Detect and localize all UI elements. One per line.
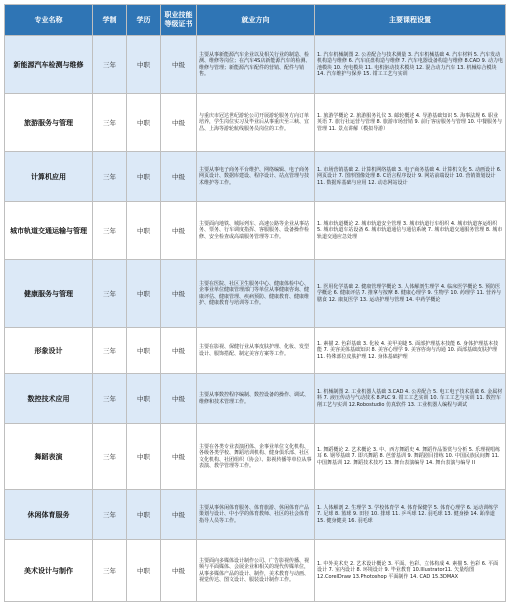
header-courses: 主要课程设置 — [315, 5, 506, 36]
program-level: 中级 — [161, 328, 197, 374]
program-education: 中职 — [127, 328, 161, 374]
program-name: 新能源汽车检测与维修 — [5, 36, 93, 94]
table-row — [5, 328, 506, 374]
program-education: 中职 — [127, 94, 161, 152]
program-courses: 1. 中外美术史 2. 艺术设计概论 3. 平面、色彩、立体构成 4. 素描 5. 色彩 6. 平面设计 7. 室内设计 8. 环境设计 9. 毕业教育 10.Illustrator11. 矢量绘图 12.CorelDraw 13.Photoshop 平面制作 14. CAD 15.3DMAX — [315, 540, 506, 602]
program-table — [4, 4, 506, 602]
program-duration: 三年 — [93, 152, 127, 202]
table-row — [5, 424, 506, 490]
table-row — [5, 260, 506, 328]
program-direction: 主要面向多媒体设计制作公司、广告影视传播、视频与平面媒体、会展企业和相关的现代传媒单位，从事多媒体产品的设计、制作，美术教育与动画、视觉传达、图文设计、服装设计制作工作。 — [197, 540, 315, 602]
program-education: 中职 — [127, 490, 161, 540]
program-courses: 1. 医用化学基础 2. 健康管理学概论 3. 人体解剖生理学 4. 临床医学概论 5. 预防医学概论 6. 健康评估 7. 推拿与按摩 8. 健康心理学 9. 生物学 10. 药理学 11. 营养与膳食 12. 康复医学 13. 运动护理与管理 14. 中药学概论 — [315, 260, 506, 328]
page — [4, 4, 505, 599]
table-row — [5, 202, 506, 260]
table-row — [5, 36, 506, 94]
program-education: 中职 — [127, 540, 161, 602]
program-direction: 主要在影视、保健行业从事皮肤护理、化妆、发型设计、服饰搭配、制定美容方案等工作。 — [197, 328, 315, 374]
program-level: 中级 — [161, 490, 197, 540]
program-education: 中职 — [127, 152, 161, 202]
program-courses: 1. 素描 2. 色彩基础 3. 化妆 4. 美甲美睫 5. 面部护理基本技能 6. 身体护理基本技能 7. 美容美体基础知识 8. 美容心理学 9. 美容咨询与沟通 10. 面部基础皮肤护理 11. 特殊部位皮肤护理 12. 身体基础护理 — [315, 328, 506, 374]
program-direction: 主要从事数控程序编制、数控设备的操作、调试、维修和技术管理工作。 — [197, 374, 315, 424]
program-education: 中职 — [127, 424, 161, 490]
header-name: 专业名称 — [5, 5, 93, 36]
program-duration: 三年 — [93, 374, 127, 424]
table-row — [5, 540, 506, 602]
program-courses: 1. 市场营销基础 2. 计算机网络基础 3. 电子商务基础 4. 计算机文化 5. 动画设计 6. 网页设计 7. 图形图像处理 8. C语言程序设计 9. 网站前端设计 10. 营销策划设计 11. 数据库基础与应用 12. 动态网站设计 — [315, 152, 506, 202]
program-courses: 1. 人体解剖 2. 生理学 3. 学校体育学 4. 体育保健学 5. 体育心理学 6. 运动训练学 7. 足球 8. 篮球 9. 田径 10. 排球 11. 乒乓球 12. 羽毛球 13. 健身操 14. 跆拳道 15. 健身健美 16. 羽毛球 — [315, 490, 506, 540]
program-courses: 1. 旅游学概论 2. 旅游服务礼仪 3. 邮轮概述 4. 导游基础知识 5. 海事法规 6. 职业英语 7. 旅行社运营与管理 8. 旅游市场营销 9. 前厅客房服务与管理 10. 中餐服务与管理 11. 景点讲解（模拟导游） — [315, 94, 506, 152]
program-name: 舞蹈表演 — [5, 424, 93, 490]
program-name: 健康服务与管理 — [5, 260, 93, 328]
program-direction: 主要在各类专业表演团体、企事业单位文化机构、各级各类学校、舞蹈培训机构、健身俱乐部、社区文化机构、社团组织（协会）、影视传播等单位从事表演、教学管理等工作。 — [197, 424, 315, 490]
program-duration: 三年 — [93, 202, 127, 260]
program-level: 中级 — [161, 152, 197, 202]
table-row — [5, 374, 506, 424]
program-name: 形象设计 — [5, 328, 93, 374]
program-level: 中级 — [161, 94, 197, 152]
program-courses: 1. 机械制图 2. 工业机器人基础 3.CAD 4. 公差配合 5. 电工电子技术基础 6. 金属材料 7. 液压传动与气动技术 8.PLC 9. 钳工工艺实训 10. 车工工艺与实训 11. 数控车削工艺与实训 12.Robostudio 仿真软件 13. 工业机器人编程与调试 — [315, 374, 506, 424]
program-direction: 与重庆市冠达世纪游轮公司开展游轮服务方向订单培养，学生岗位实习及毕业后从事重庆至三峡、宜昌、上海等游轮航线服务员岗位的工作。 — [197, 94, 315, 152]
program-direction: 主要面向地铁、城际列车、高速公路等企业从事站务、票务、行车调度指挥、客服服务、设备操作检修、安全检查或高端服务管理等工作。 — [197, 202, 315, 260]
header-education: 学历 — [127, 5, 161, 36]
program-duration: 三年 — [93, 328, 127, 374]
program-name: 休闲体育服务 — [5, 490, 93, 540]
program-name: 美术设计与制作 — [5, 540, 93, 602]
program-level: 中级 — [161, 202, 197, 260]
program-name: 旅游服务与管理 — [5, 94, 93, 152]
program-courses: 1. 汽车机械制图 2. 公差配合与技术测量 3. 汽车机械基础 4. 汽车材料 5. 汽车发动机构造与维修 6. 汽车底盘构造与维修 7. 汽车电器设备构造与维修 8.CAD 9. 动力电池模块 10. 充电模块 11. 电机驱动技术模块 12. 混合动力汽车 13. 机械综合模块 14. 汽车维护与保养 15. 钳工工艺与实训 — [315, 36, 506, 94]
table-row — [5, 152, 506, 202]
program-courses: 1. 城市轨道概论 2. 城市轨道安全管理 3. 城市轨道行车组织 4. 城市轨道客运组织 5. 城市轨道车站设备 6. 城市轨道通信与通信系统 7. 城市轨道交通服务管理 8. 城市轨道交通应急处理 — [315, 202, 506, 260]
program-level: 中级 — [161, 540, 197, 602]
program-education: 中职 — [127, 202, 161, 260]
program-duration: 三年 — [93, 424, 127, 490]
table-header-row — [5, 5, 506, 36]
program-direction: 主要从事新能源汽车企业以及相关行业的制造、检测、维修等岗位；在汽车4S店新能源汽车的检测、维修与管理；新能源汽车配件的营销、配件与销售。 — [197, 36, 315, 94]
program-name: 数控技术应用 — [5, 374, 93, 424]
table-row — [5, 94, 506, 152]
program-duration: 三年 — [93, 260, 127, 328]
program-level: 中级 — [161, 424, 197, 490]
program-name: 计算机应用 — [5, 152, 93, 202]
program-name: 城市轨道交通运输与管理 — [5, 202, 93, 260]
program-duration: 三年 — [93, 36, 127, 94]
program-duration: 三年 — [93, 490, 127, 540]
table-row — [5, 490, 506, 540]
header-level: 职业技能等级证书 — [161, 5, 197, 36]
program-level: 中级 — [161, 260, 197, 328]
program-level: 中级 — [161, 36, 197, 94]
program-duration: 三年 — [93, 540, 127, 602]
program-education: 中职 — [127, 36, 161, 94]
program-level: 中级 — [161, 374, 197, 424]
program-duration: 三年 — [93, 94, 127, 152]
header-direction: 就业方向 — [197, 5, 315, 36]
program-education: 中职 — [127, 260, 161, 328]
program-direction: 主要从事电子商务平台维护、网络编辑、电子商务网页设计、数据库建设、程序设计、站点管理与技术维护等工作。 — [197, 152, 315, 202]
program-education: 中职 — [127, 374, 161, 424]
header-duration: 学制 — [93, 5, 127, 36]
program-direction: 主要从事休闲体育服务、体育旅游、休闲体育产品策划与设计、中小学的体育教师、社区的社会体育指导人员等工作。 — [197, 490, 315, 540]
program-direction: 主要在医院、社区卫生服务中心、健康体检中心、企事业单位健康管理部门等单位从事健康咨询、健康评估、健康管理、疾病预防、健康教育、健康维护、健康教育与培训等工作。 — [197, 260, 315, 328]
program-courses: 1. 舞蹈概论 2. 艺术概论 3. 中、西方舞蹈史 4. 舞蹈作品鉴赏与分析 5. 乐理视唱练耳 6. 钢琴基础 7. 即兴舞蹈 8. 芭蕾基训 9. 舞蹈剧目排练 10. 中国民族民间舞 11. 中国舞基训 12. 舞蹈技术技巧 13. 舞台表演编导 14. 舞台表演与编导 II — [315, 424, 506, 490]
